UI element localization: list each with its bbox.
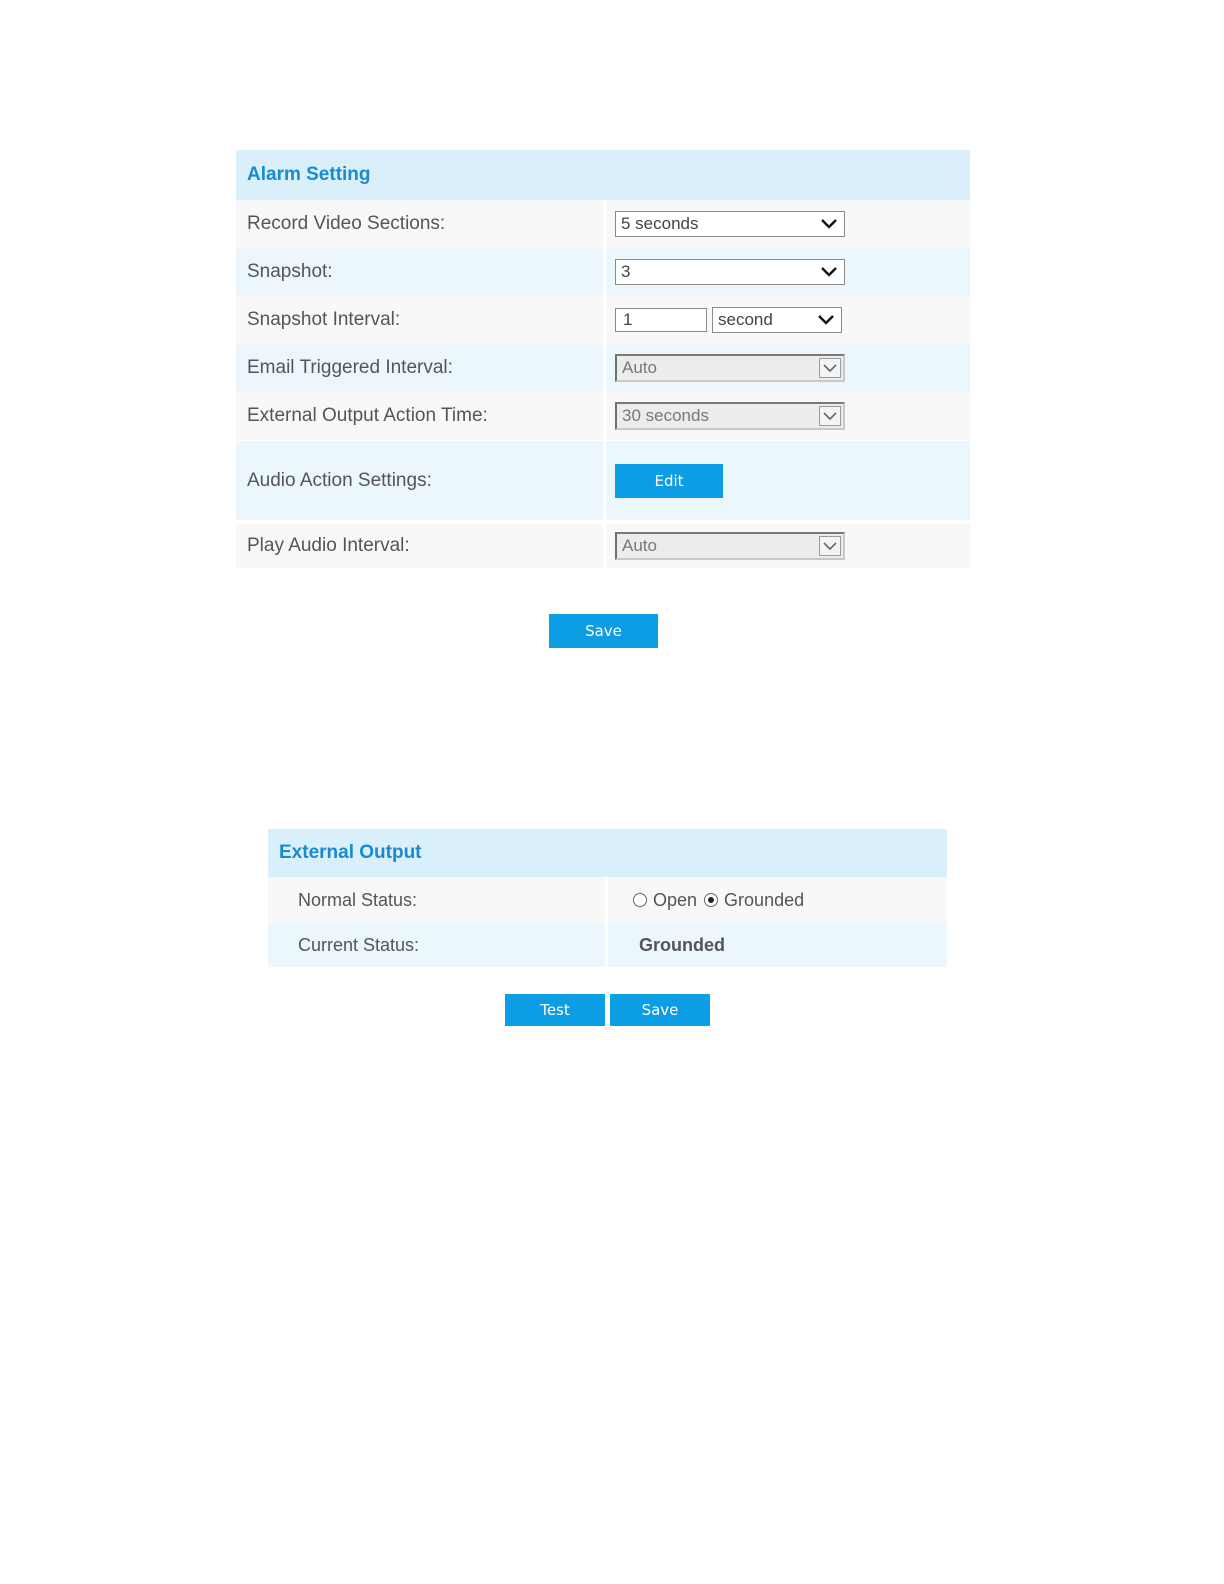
alarm-setting-header [236,150,970,200]
snapshot-row [236,248,970,296]
radio-open[interactable] [633,893,647,907]
chevron-down-icon [820,263,838,281]
normal-status-row [268,877,947,923]
audio-action-settings-row [236,440,970,520]
snapshot-interval-label: Snapshot Interval: [247,309,401,330]
chevron-down-icon [819,536,841,556]
snapshot-label: Snapshot: [247,261,333,282]
current-status-label: Current Status: [298,934,420,955]
external-output-action-time-row [236,392,970,440]
external-output-action-time-label: External Output Action Time: [247,405,488,426]
radio-grounded-label: Grounded [724,889,805,910]
snapshot-interval-input[interactable]: 1 [615,308,707,332]
record-video-sections-label: Record Video Sections: [247,213,446,234]
external-output-action-time-select[interactable]: 30 seconds [615,402,845,430]
chevron-down-icon [820,215,838,233]
chevron-down-icon [819,406,841,426]
radio-grounded[interactable] [704,893,718,907]
chevron-down-icon [819,358,841,378]
snapshot-interval-row [236,296,970,344]
radio-open-label: Open [653,889,698,910]
external-output-save-button[interactable]: Save [610,994,710,1026]
chevron-down-icon [817,311,835,329]
test-button[interactable]: Test [505,994,605,1026]
current-status-row [268,923,947,967]
audio-edit-button[interactable]: Edit [615,464,723,498]
radio-selected-dot [708,897,714,903]
external-output-title: External Output [279,842,422,863]
current-status-value: Grounded [639,934,725,955]
email-triggered-interval-select[interactable]: Auto [615,354,845,382]
email-triggered-interval-label: Email Triggered Interval: [247,357,453,378]
record-video-sections-row [236,200,970,248]
alarm-save-button[interactable]: Save [549,614,658,648]
snapshot-interval-unit-select[interactable]: second [712,307,842,333]
record-video-sections-select[interactable]: 5 seconds [615,211,845,237]
audio-action-settings-label: Audio Action Settings: [247,469,432,491]
email-triggered-interval-row [236,344,970,392]
external-output-panel [268,829,947,967]
alarm-setting-panel [236,150,970,568]
play-audio-interval-select[interactable]: Auto [615,532,845,560]
play-audio-interval-row [236,520,970,568]
play-audio-interval-label: Play Audio Interval: [247,535,410,556]
snapshot-select[interactable]: 3 [615,259,845,285]
external-output-header [268,829,947,877]
alarm-setting-title: Alarm Setting [247,164,371,185]
normal-status-label: Normal Status: [298,889,418,910]
